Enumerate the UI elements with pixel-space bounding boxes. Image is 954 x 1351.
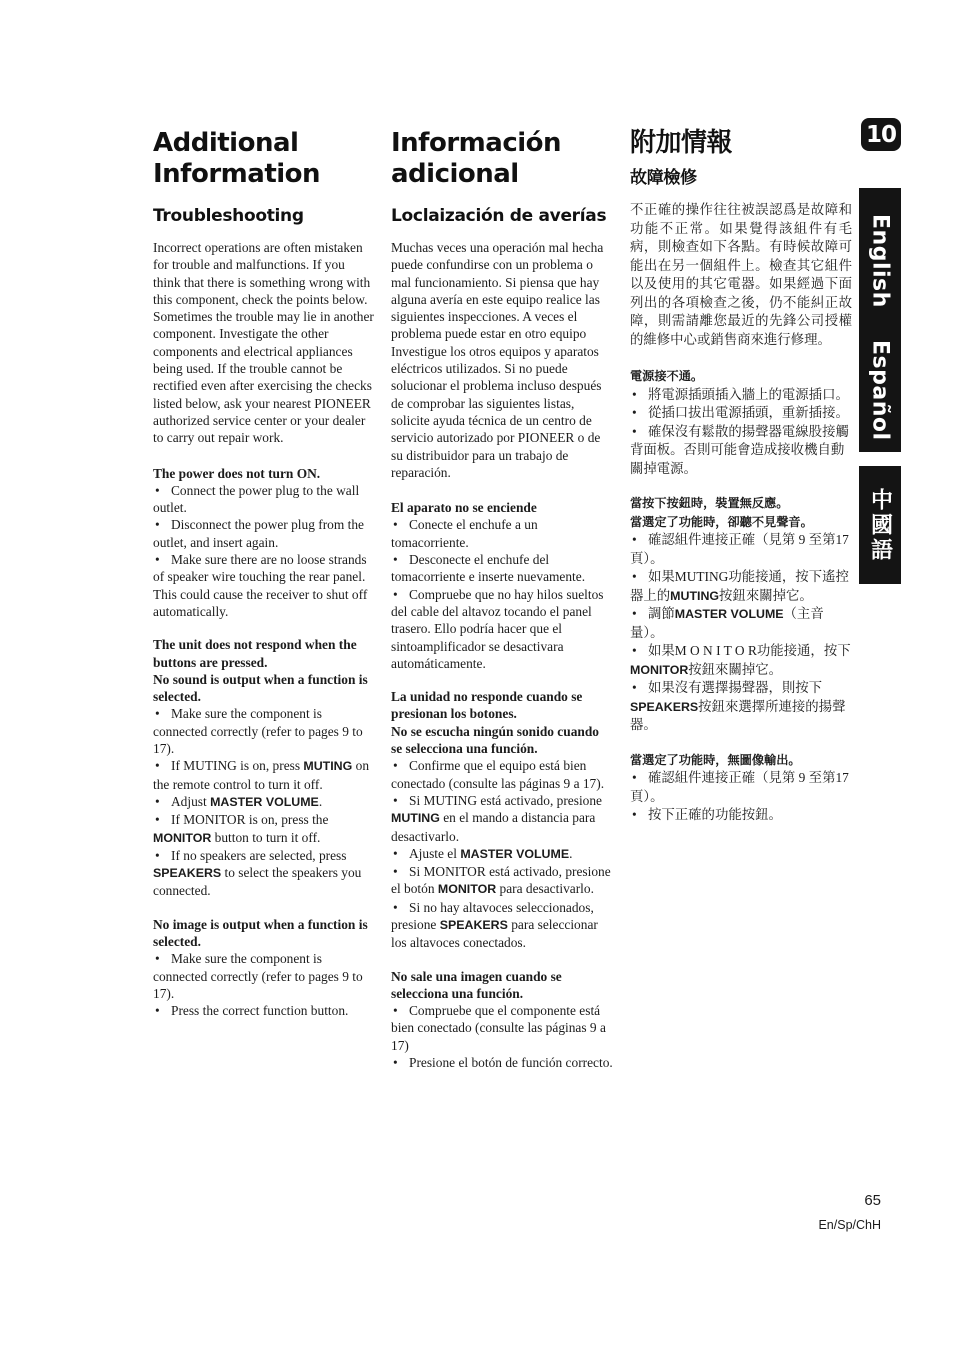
spanish-subtitle: Loclaización de averías xyxy=(391,206,607,226)
language-tab-espanol xyxy=(859,328,901,452)
list-item: • Make sure there are no loose strands of speaker wire touching the rear panel. This could cause the receiver to shut off automatically. xyxy=(153,551,375,620)
item-text: Ajuste el xyxy=(409,845,461,861)
chinese-section-no-sound xyxy=(630,494,852,735)
muting-keyword: MUTING xyxy=(303,759,353,774)
chapter-badge: 10 xyxy=(861,118,901,151)
list-item: • Confirme que el equipo está bien conectado (consulte las páginas 9 a 17). xyxy=(391,757,613,792)
item-text: Adjust xyxy=(171,793,211,809)
list-item xyxy=(153,847,375,900)
list-item: • Disconnect the power plug from the outlet, and insert again. xyxy=(153,516,375,551)
item-text: 按鈕來關掉它。 xyxy=(688,661,783,677)
section-heading: No image is output when a function is selected. xyxy=(153,916,368,949)
list-item: • Press the correct function button. xyxy=(153,1002,375,1019)
section-heading: The power does not turn ON. xyxy=(153,465,321,481)
item-text: If MONITOR is on, press the xyxy=(171,812,329,828)
master-volume-keyword: MASTER VOLUME xyxy=(460,846,570,861)
list-item: • Compruebe que no hay hilos sueltos del cable del altavoz tocando el panel trasero. Ello podría hacer que el sintoamplificador se desactivara automáticamente. xyxy=(391,586,613,672)
item-text: If no speakers are selected, press xyxy=(171,847,347,863)
item-text: 按鈕來選擇所連接的揚聲器。 xyxy=(630,698,846,732)
list-item: • 確認組件連接正確（見第 9 至第17頁）。 xyxy=(630,531,852,568)
item-text: 按鈕來關掉它。 xyxy=(719,587,813,603)
list-item: • 將電源插頭插入牆上的電源插口。 xyxy=(630,386,852,405)
list-item xyxy=(153,757,375,793)
page-number: 65 xyxy=(864,1192,881,1209)
item-text: 如果沒有選擇揚聲器，則按下 xyxy=(648,680,823,695)
item-text: on the remote control to turn it off. xyxy=(153,758,370,792)
section-heading: 當選定了功能時，卻聽不見聲音。 xyxy=(630,514,813,529)
speakers-keyword: SPEAKERS xyxy=(630,699,699,714)
chinese-intro: 不正確的操作往往被誤認爲是故障和功能不正常。如果覺得該組件有毛病，則檢查如下各點。有時候故障可能出在另一個組件上。檢查其它組件以及使用的其它電器。如果經過下面列出的各項檢查之後，仍不能糾正故障，則需請離您最近的先鋒公司授權的維修中心或銷售商來進行修理。 xyxy=(630,202,852,347)
english-subtitle: Troubleshooting xyxy=(153,206,304,226)
item-text: （主音量）。 xyxy=(630,606,824,640)
item-text: . xyxy=(569,845,573,861)
language-code: En/Sp/ChH xyxy=(818,1218,881,1232)
muting-keyword: MUTING xyxy=(670,588,720,603)
master-volume-keyword: MASTER VOLUME xyxy=(210,794,319,809)
list-item: • 按下正確的功能按鈕。 xyxy=(630,806,852,825)
item-text: Si no hay altavoces seleccionados, presione xyxy=(391,899,594,932)
list-item: • Connect the power plug to the wall outlet. xyxy=(153,482,375,517)
item-text: 如果M O N I T O R功能接通，按下 xyxy=(648,643,851,658)
section-heading: 電源接不通。 xyxy=(630,369,704,383)
speakers-keyword: SPEAKERS xyxy=(153,866,222,881)
chinese-section-no-image xyxy=(630,751,852,825)
list-item xyxy=(630,679,852,735)
item-text: button to turn it off. xyxy=(211,829,321,845)
spanish-section-no-image xyxy=(391,968,613,1072)
list-item: • Compruebe que el componente está bien conectado (consulte las páginas 9 a 17) xyxy=(391,1002,613,1054)
list-item xyxy=(630,568,852,605)
english-intro: Incorrect operations are often mistaken for trouble and malfunctions. If you think that there is something wrong with this component, check the points below. Sometimes the trouble may lie in another component. Investigate the other components and electrical appliances being used. If the trouble cannot be rectified even after exercising the checks listed below, ask your nearest PIONEER authorized service center or your dealer to carry out repair work. xyxy=(153,240,374,446)
section-heading: 當選定了功能時，無圖像輸出。 xyxy=(630,752,801,767)
item-text: Si MUTING está activado, presione xyxy=(409,792,603,808)
item-text: 調節 xyxy=(648,606,675,621)
section-heading: 當按下按鈕時，裝置無反應。 xyxy=(630,496,789,510)
spanish-column xyxy=(391,128,613,1087)
list-item xyxy=(391,792,613,845)
language-tab-label: Español xyxy=(867,339,893,441)
list-item xyxy=(391,845,613,863)
chinese-section-power xyxy=(630,367,852,478)
list-item xyxy=(391,863,613,899)
item-text: Si MONITOR está activado, presione el botón xyxy=(391,864,611,897)
section-heading: No se escucha ningún sonido cuando se selecciona una función. xyxy=(391,723,599,757)
list-item xyxy=(153,793,375,811)
list-item: • Make sure the component is connected correctly (refer to pages 9 to 17). xyxy=(153,705,375,757)
monitor-keyword: MONITOR xyxy=(153,830,212,845)
list-item: • Desconecte el enchufe del tomacorriente e inserte nuevamente. xyxy=(391,551,613,586)
language-tab-label: 中國語 xyxy=(867,487,893,563)
language-tab-label: English xyxy=(867,214,893,308)
monitor-keyword: MONITOR xyxy=(630,662,689,677)
item-text: para seleccionar los altavoces conectados. xyxy=(391,916,598,951)
english-section-no-sound xyxy=(153,636,375,899)
item-text: 如果MUTING功能接通，按下遙控器上的 xyxy=(630,569,849,603)
section-heading: El aparato no se enciende xyxy=(391,500,537,516)
item-text: . xyxy=(318,793,323,809)
spanish-section-power xyxy=(391,499,613,672)
list-item: • Make sure the component is connected correctly (refer to pages 9 to 17). xyxy=(153,950,375,1002)
english-column xyxy=(153,128,375,1035)
item-text: If MUTING is on, press xyxy=(171,758,304,774)
list-item xyxy=(391,899,613,952)
spanish-intro: Muchas veces una operación mal hecha puede confundirse con un problema o mal funcionamiento. Si piensa que hay alguna avería en este equipo realice las siguientes inspecciones. A veces el problema puede estar en otro equipo Investigue los otros equipos y aparatos eléctricos utilizados. Si no puede solucionar el problema incluso después de comprobar las siguientes listas, solicite ayuda técnica de un centro de servicio autorizado por PIONEER o de su distribuidor para un trabajo de reparación. xyxy=(391,240,604,480)
list-item: • Conecte el enchufe a un tomacorriente. xyxy=(391,516,613,551)
english-section-power xyxy=(153,465,375,621)
english-section-no-image xyxy=(153,916,375,1020)
section-heading: La unidad no responde cuando se presionan los botones. xyxy=(391,689,583,722)
chinese-column xyxy=(630,128,852,841)
list-item: • 從插口拔出電源插頭，重新插接。 xyxy=(630,404,852,423)
chinese-subtitle: 故障檢修 xyxy=(630,168,697,188)
item-text: to select the speakers you connected. xyxy=(153,865,362,899)
item-text: en el mando a distancia para desactivarlo. xyxy=(391,810,596,844)
list-item: • 確保沒有鬆散的揚聲器電線股接觸背面板。否則可能會造成接收機自動關掉電源。 xyxy=(630,423,852,479)
section-heading: No sale una imagen cuando se selecciona una función. xyxy=(391,968,562,1001)
list-item xyxy=(630,605,852,642)
item-text: para desactivarlo. xyxy=(496,881,594,897)
list-item: • 確認組件連接正確（見第 9 至第17頁）。 xyxy=(630,769,852,806)
master-volume-keyword: MASTER VOLUME xyxy=(674,607,784,621)
spanish-section-no-sound xyxy=(391,688,613,951)
speakers-keyword: SPEAKERS xyxy=(439,917,508,932)
list-item: • Presione el botón de función correcto. xyxy=(391,1054,613,1071)
english-title: Additional Information xyxy=(153,128,321,189)
language-tab-english xyxy=(859,188,901,334)
list-item xyxy=(630,642,852,679)
section-heading: The unit does not respond when the buttons are pressed. xyxy=(153,637,357,670)
muting-keyword: MUTING xyxy=(391,811,440,826)
monitor-keyword: MONITOR xyxy=(437,882,497,897)
spanish-title: Información adicional xyxy=(391,128,562,189)
chinese-title: 附加情報 xyxy=(630,128,733,158)
list-item xyxy=(153,811,375,847)
section-heading: No sound is output when a function is selected. xyxy=(153,671,368,705)
language-tab-chinese xyxy=(859,466,901,584)
